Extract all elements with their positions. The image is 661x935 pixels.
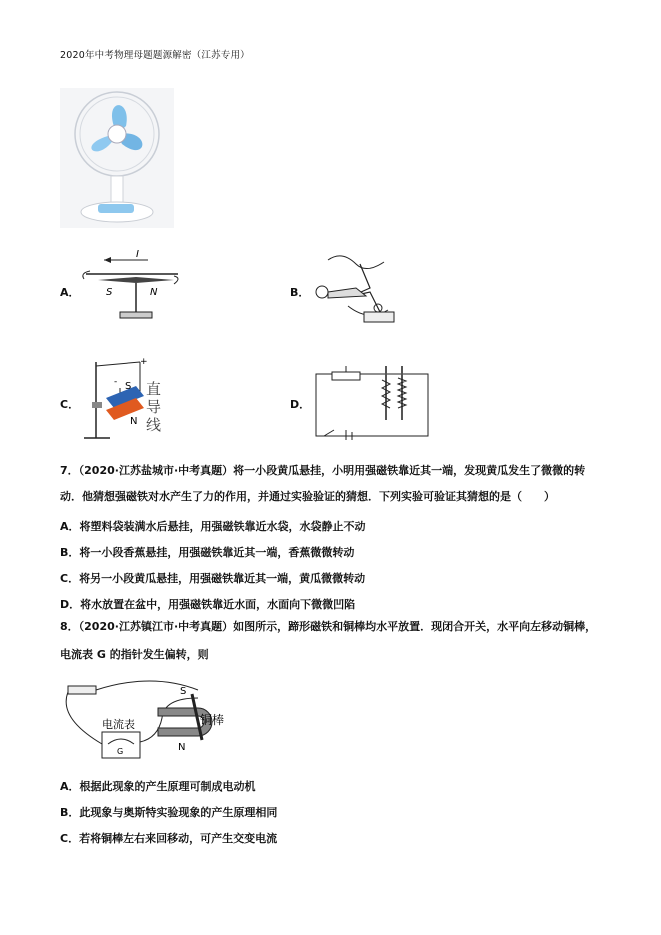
q7-option-c: C．将另一小段黄瓜悬挂，用强磁铁靠近其一端，黄瓜微微转动 xyxy=(60,572,366,585)
copper-rod-label: 铜棒 xyxy=(200,713,225,727)
q7-line1: 7．（2020·江苏盐城市·中考真题）将一小段黄瓜悬挂，小明用强磁铁靠近其一端，发现黄瓜发生了微微的转 xyxy=(60,464,586,477)
plus-sign: + xyxy=(140,357,148,367)
option-b-label: B． xyxy=(290,286,310,299)
figure-b-hand-generator xyxy=(308,246,402,330)
electric-fan-image xyxy=(60,88,174,228)
q8-option-b: B．此现象与奥斯特实验现象的产生原理相同 xyxy=(60,806,278,819)
magnet-n: N xyxy=(130,416,138,427)
option-d-label: D． xyxy=(290,398,311,411)
figure-q8-galvanometer-circuit xyxy=(62,678,232,762)
meter-g: G xyxy=(117,747,124,756)
magnet-s-label: S xyxy=(180,686,187,697)
q8-line1: 8．（2020·江苏镇江市·中考真题）如图所示，蹄形磁铁和铜棒均水平放置．现闭合开关，水平向左移动铜棒， xyxy=(60,620,597,633)
minus-sign: - xyxy=(114,377,118,387)
magnet-n-label: N xyxy=(178,742,186,753)
option-c-label: C． xyxy=(60,398,80,411)
q7-line2: 动．他猜想强磁铁对水产生了力的作用，并通过实验验证的猜想．下列实验可验证其猜想的是（ ） xyxy=(60,490,555,503)
q7-option-d: D．将水放置在盆中，用强磁铁靠近水面，水面向下微微凹陷 xyxy=(60,598,356,611)
q8-line2: 电流表 G 的指针发生偏转，则 xyxy=(60,648,209,661)
magnet-s: S xyxy=(125,381,132,392)
q8-option-c: C．若将铜棒左右来回移动，可产生交变电流 xyxy=(60,832,278,845)
q7-option-b: B．将一小段香蕉悬挂，用强磁铁靠近其一端，香蕉微微转动 xyxy=(60,546,355,559)
option-a-label: A． xyxy=(60,286,80,299)
q8-option-a: A．根据此现象的产生原理可制成电动机 xyxy=(60,780,256,793)
meter-label: 电流表 xyxy=(102,718,135,731)
south-label: S xyxy=(106,287,113,298)
q7-option-a: A．将塑料袋装满水后悬挂，用强磁铁靠近水袋，水袋静止不动 xyxy=(60,520,366,533)
figure-a-compass-wire xyxy=(78,246,188,324)
straight-wire-label: 直 导 线 xyxy=(146,380,162,434)
page-header: 2020年中考物理母题题源解密（江苏专用） xyxy=(60,50,250,61)
figure-d-electromagnet-circuit xyxy=(310,360,434,440)
current-label: I xyxy=(136,249,139,260)
north-label: N xyxy=(150,287,158,298)
